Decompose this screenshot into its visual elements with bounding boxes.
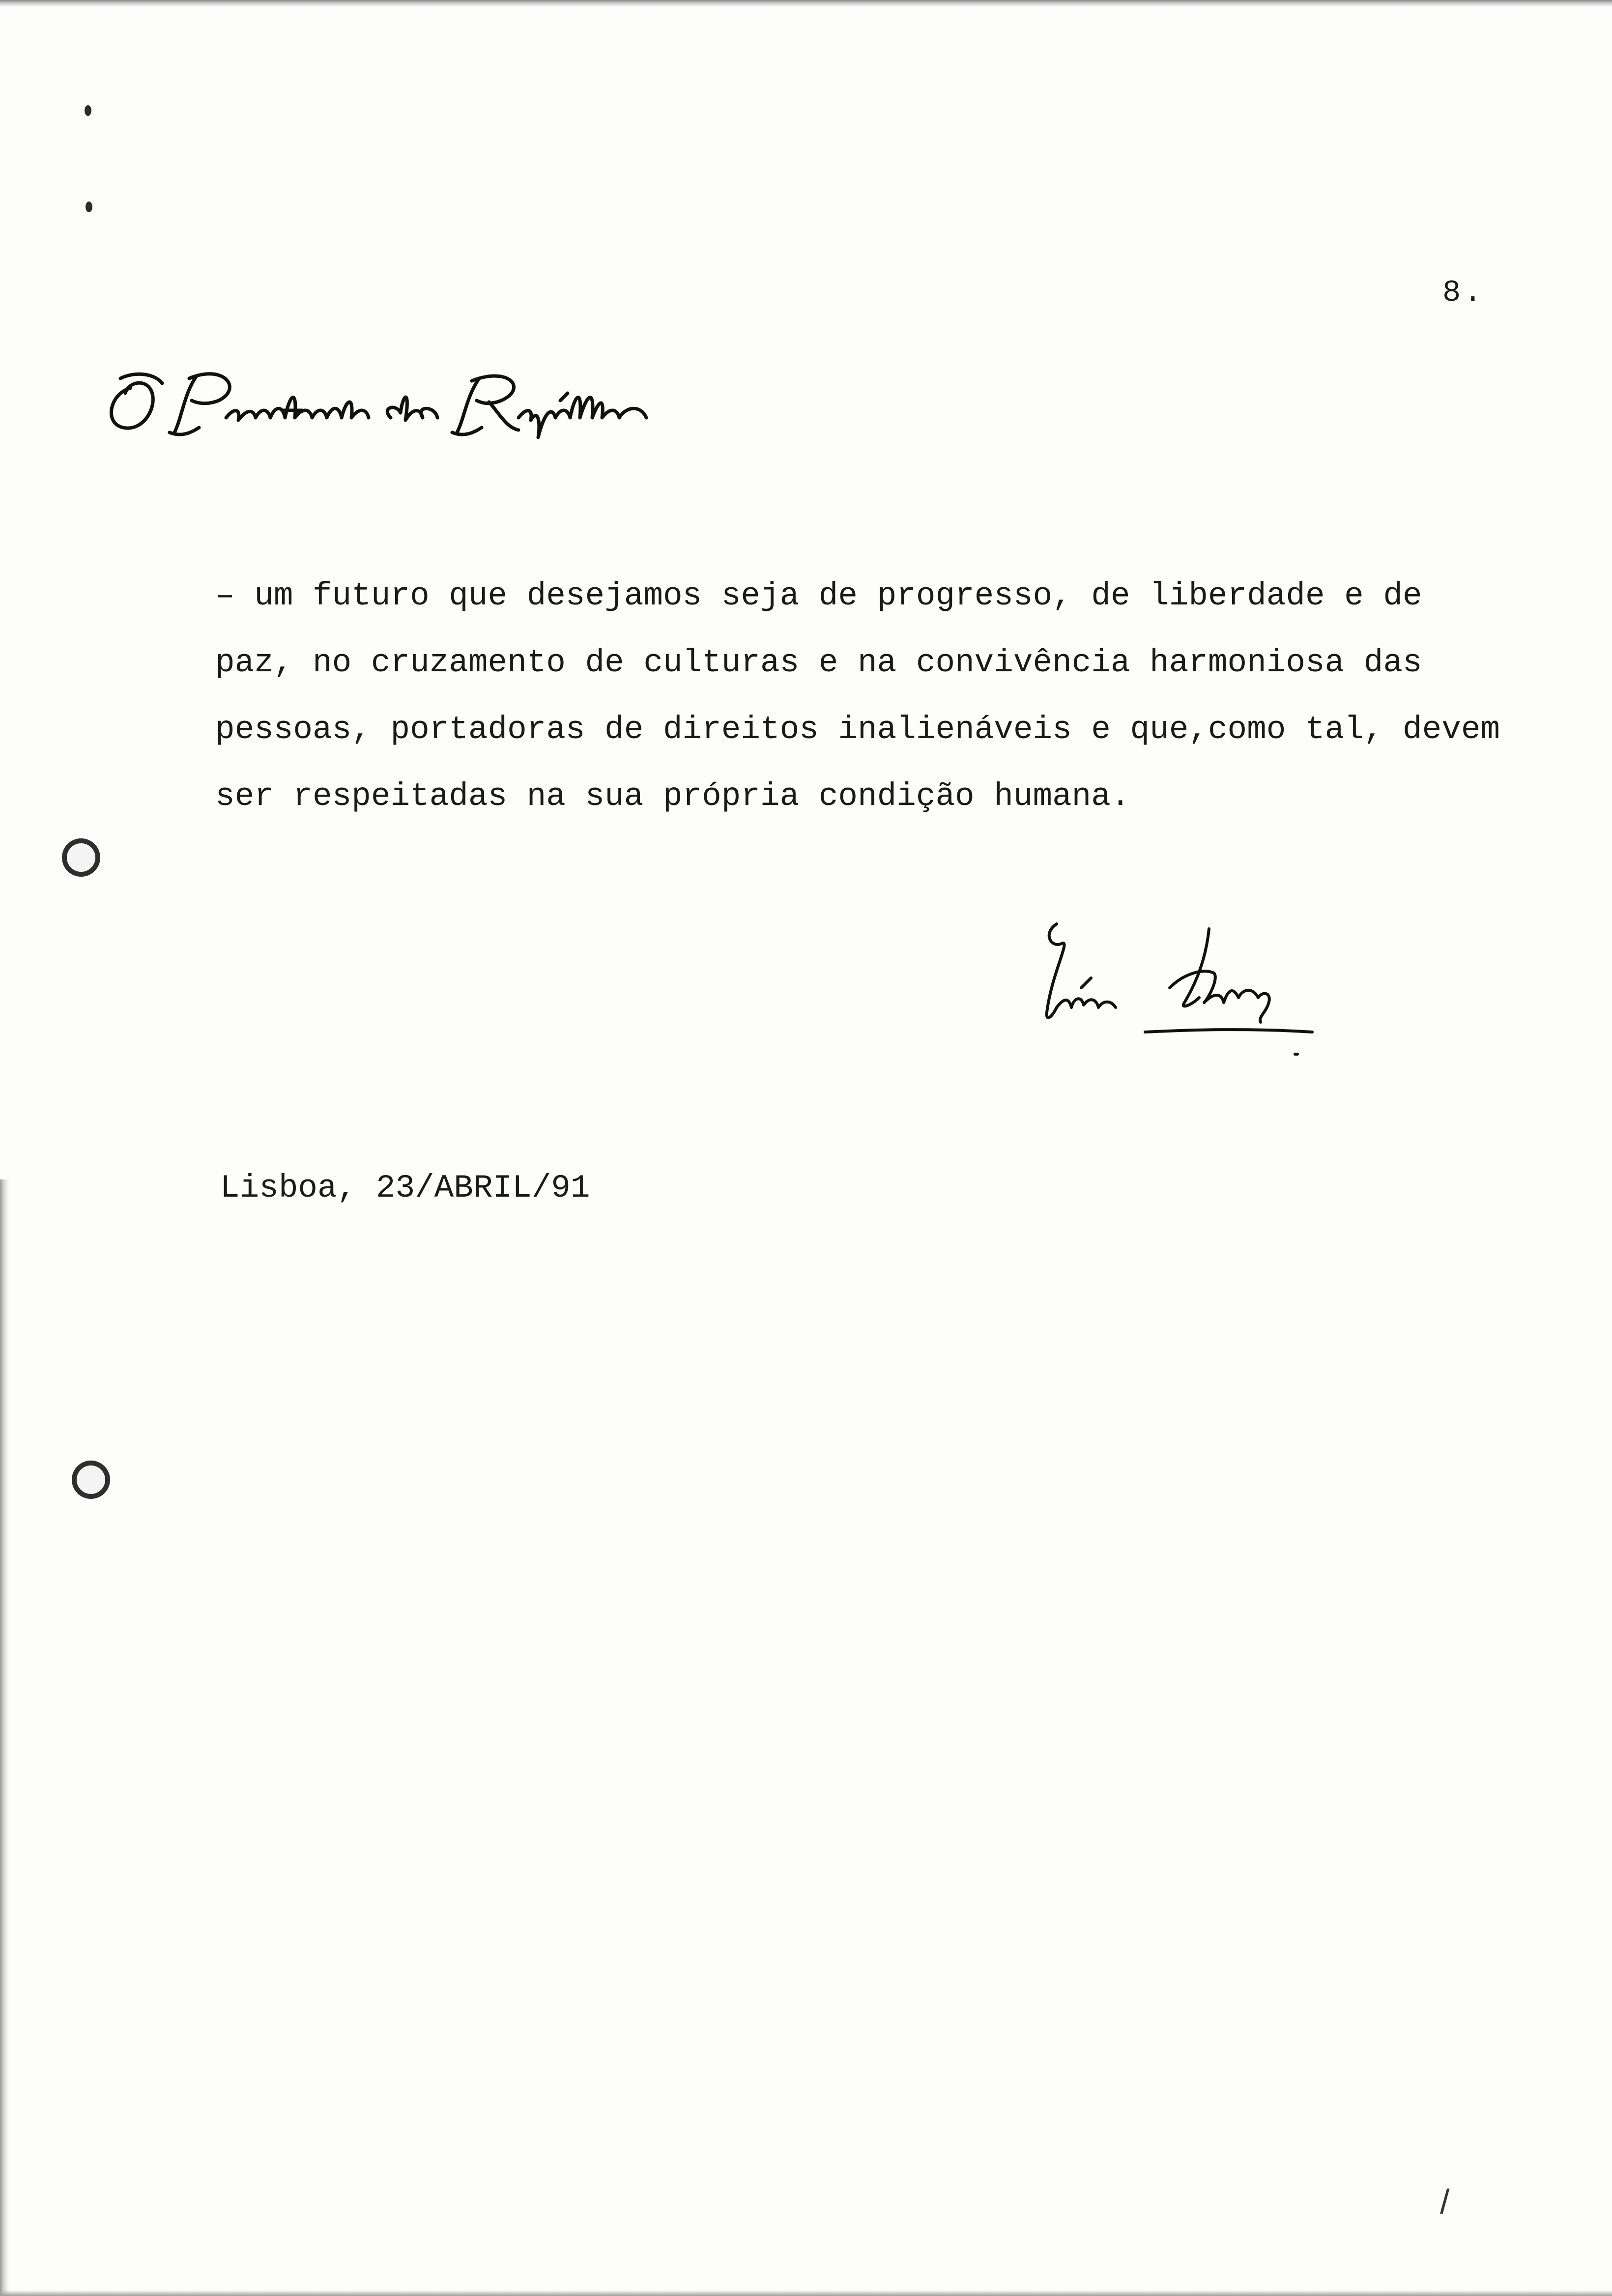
scan-left-edge (0, 1179, 9, 2296)
letter-body (215, 563, 1503, 830)
scan-speck (86, 201, 92, 212)
corner-mark: / (1440, 2182, 1450, 2221)
body-line: pessoas, portadoras de direitos inalienáveis e que,como tal, devem (215, 711, 1500, 748)
body-line: ser respeitadas na sua própria condição humana. (215, 778, 1130, 815)
scan-bottom-edge (0, 2290, 1612, 2296)
punch-hole (62, 838, 100, 877)
letterhead-logo (96, 359, 686, 442)
scan-speck (85, 105, 91, 116)
body-line: paz, no cruzamento de culturas e na convivência harmoniosa das (215, 644, 1422, 681)
body-line: – um futuro que desejamos seja de progresso, de liberdade e de (215, 577, 1422, 614)
scan-top-edge (0, 0, 1612, 7)
page-number: 8. (1442, 275, 1485, 310)
place-and-date: Lisboa, 23/ABRIL/91 (220, 1170, 590, 1206)
handwritten-signature (1022, 914, 1337, 1062)
punch-hole (72, 1461, 110, 1499)
